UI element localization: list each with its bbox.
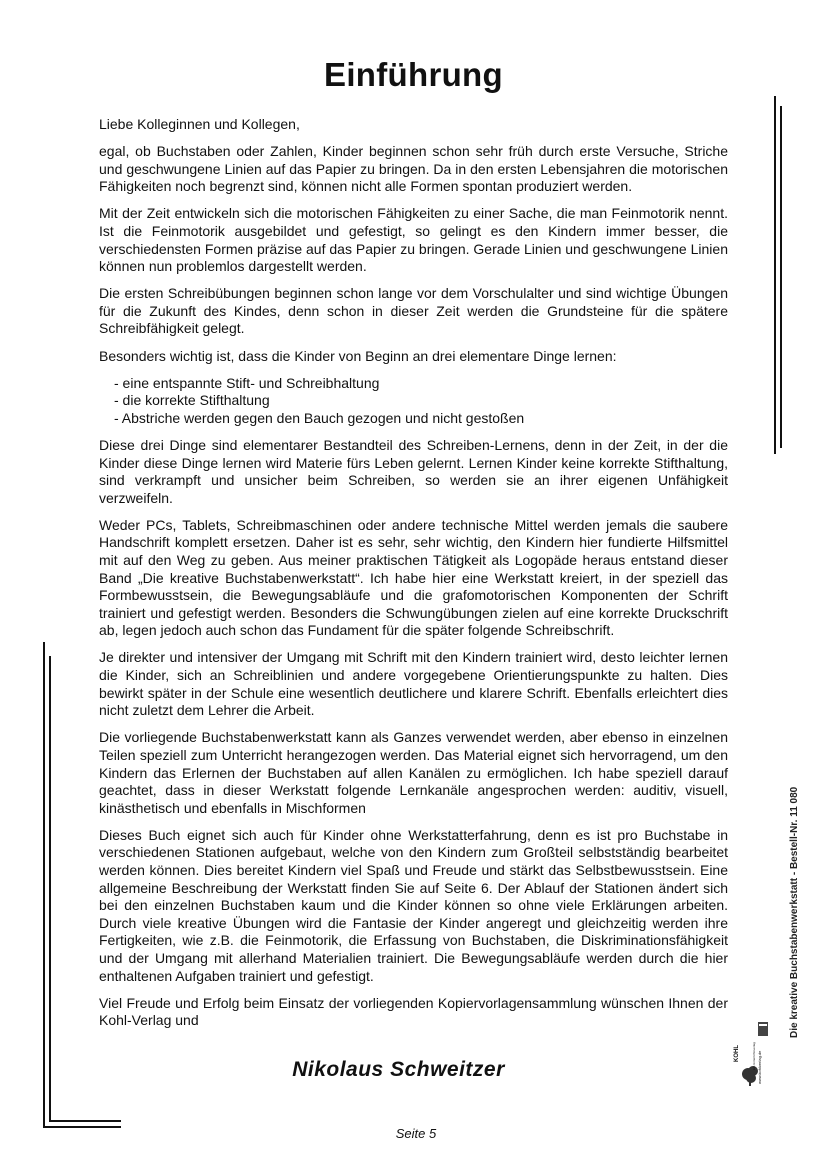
list-item: - Abstriche werden gegen den Bauch gezogen und nicht gestoßen [114, 409, 525, 426]
paragraph: Die vorliegende Buchstabenwerkstatt kann als Ganzes verwendet werden, aber ebenso in einzelnen Teilen speziell zum Unterricht herangezogen werden. Das Material eignet sich hervorragend, um den Kindern das Erlernen der Buchstaben auf allen Kanälen zu ermöglichen. Ich habe speziell darauf geachtet, dass in dieser Werkstatt folgende Lernkanäle angesprochen werden: auditiv, visuell, kinästhetisch und ebenfalls in Mischformen [99, 729, 728, 816]
bullet-list [99, 375, 728, 428]
paragraph: Mit der Zeit entwickeln sich die motorischen Fähigkeiten zu einer Sache, die man Feinmotorik nennt. Ist die Feinmotorik ausgebildet und gefestigt, so gelingt es den Kindern immer besser, die verschiedensten Formen präzise auf das Papier zu bringen. Gerade Linien und geschwungene Linien können nun problemlos dargestellt werden. [99, 205, 728, 275]
right-rule-inner [780, 106, 782, 448]
logo-brand: KOHL [734, 1045, 740, 1062]
paragraph: egal, ob Buchstaben oder Zahlen, Kinder beginnen schon sehr früh durch erste Versuche, Striche und geschwungene Linien auf das Papier zu bringen. Da in den ersten Lebensjahren die motorischen Fähigkeiten noch begrenzt sind, können nicht alle Formen spontan produziert werden. [99, 143, 728, 195]
bottom-rule-outer [43, 1126, 121, 1128]
paragraph: Dieses Buch eignet sich auch für Kinder ohne Werkstatterfahrung, denn es ist pro Buchstabe in verschiedenen Stationen aufgebaut, welche von den Kindern zum Großteil selbstständig bearbeitet werden können. Dies bereitet Kindern viel Spaß und Freude und stärkt das Selbstbewusstsein. Eine allgemeine Beschreibung der Werkstatt finden Sie auf Seite 6. Der Ablauf der Stationen ändert sich bei den einzelnen Buchstaben kaum und die Kinder können so ohne viele Erklärungen arbeiten. Durch viele kreative Übungen wird die Fantasie der Kinder angeregt und gleichzeitig werden ihre Fertigkeiten, wie z.B. die Feinmotorik, die Erfassung von Buchstaben, die Diskriminationsfähigkeit und der Umgang mit allerhand Materialien trainiert. Die Bewegungsabläufe werden durch die hier enthaltenen Aufgaben trainiert und gefestigt. [99, 826, 728, 984]
page-number: Seite 5 [395, 1126, 437, 1141]
closing-paragraph: Viel Freude und Erfolg beim Einsatz der vorliegenden Kopiervorlagensammlung wünschen Ihnen der Kohl-Verlag und [99, 994, 728, 1029]
left-rule-outer [43, 642, 45, 1128]
paragraph: Besonders wichtig ist, dass die Kinder von Beginn an drei elementare Dinge lernen: [99, 347, 617, 364]
logo-tagline: Ein Unterrichtsverlag [752, 1042, 756, 1070]
body-text [99, 116, 728, 1039]
bottom-rule-inner [49, 1120, 121, 1122]
signature: Nikolaus Schweitzer [292, 1058, 505, 1081]
side-order-text: Die kreative Buchstabenwerkstatt - Bestell-Nr. 11 080 [789, 786, 800, 1038]
paragraph: Je direkter und intensiver der Umgang mit Schrift mit den Kindern trainiert wird, desto leichter lernen die Kinder, sich an Schreiblinien und andere vorgegebene Orientierungspunkte zu halten. Dies bewirkt später in der Schule eine wesentlich deutlichere und klarere Schrift. Ebenfalls erleichtert dies nicht zuletzt dem Lehrer die Arbeit. [99, 649, 728, 719]
right-rule-outer [774, 96, 776, 454]
publisher-logo [734, 1018, 770, 1088]
paragraph: Die ersten Schreibübungen beginnen schon lange vor dem Vorschulalter und sind wichtige Übungen für die Zukunft des Kindes, denn schon in dieser Zeit werden die Grundsteine für die spätere Schreibfähigkeit gelegt. [99, 285, 728, 337]
left-rule-inner [49, 656, 51, 1122]
greeting: Liebe Kolleginnen und Kollegen, [99, 116, 300, 132]
paragraph: Weder PCs, Tablets, Schreibmaschinen oder andere technische Mittel werden jemals die saubere Handschrift komplett ersetzen. Daher ist es sehr, sehr wichtig, den Kindern hier fundierte Hilfsmittel mit auf den Weg zu geben. Aus meiner praktischen Tätigkeit als Logopäde heraus entstand dieser Band „Die kreative Buchstabenwerkstatt“. Ich habe hier eine Werkstatt kreiert, in der speziell das Formbewusstsein, die Bewegungsabläufe und die grafomotorischen Komponenten der Schrift trainiert und gefestigt werden. Besonders die Schwungübungen zielen auf eine korrekte Druckschrift ab, legen jedoch auch schon das Fundament für die später folgende Schreibschrift. [99, 516, 728, 639]
logo-url: www.kohlverlag.de [757, 1050, 762, 1084]
list-item: - eine entspannte Stift- und Schreibhaltung [114, 374, 380, 391]
paragraph: Diese drei Dinge sind elementarer Bestandteil des Schreiben-Lernens, denn in der Zeit, in der die Kinder diese Dinge lernen wird Materie fürs Leben gelernt. Lernen Kinder keine korrekte Stifthaltung, sind verkrampft und unsicher beim Schreiben, so werden sie an ihrer eigenen Unfähigkeit verzweifeln. [99, 436, 728, 506]
page-title: Einführung [324, 56, 503, 94]
list-item: - die korrekte Stifthaltung [114, 392, 270, 409]
